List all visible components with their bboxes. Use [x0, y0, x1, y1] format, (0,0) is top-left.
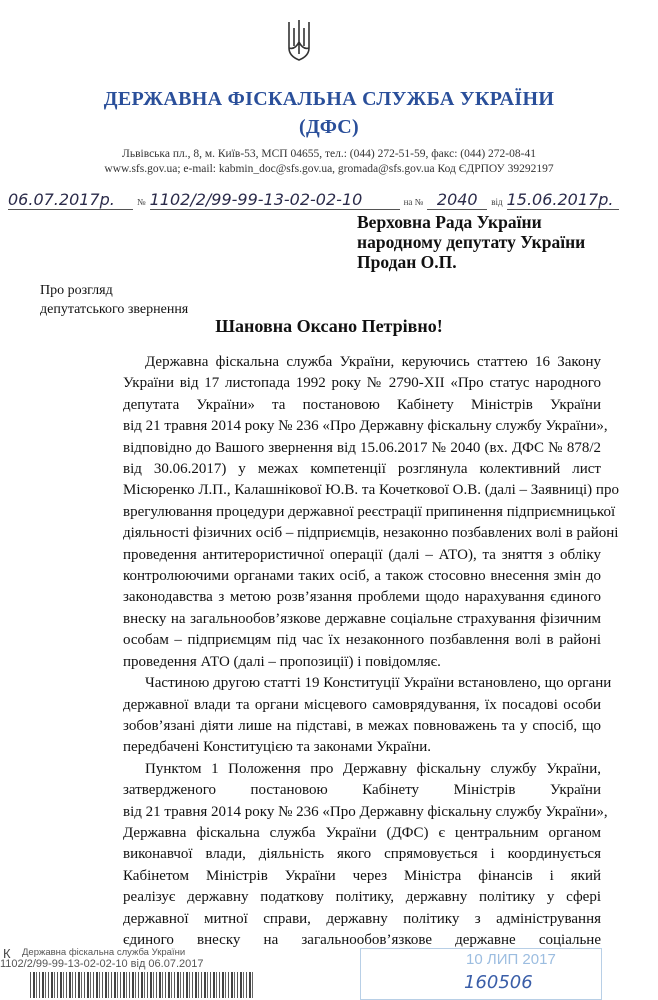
org-address: Львівська пл., 8, м. Київ-53, МСП 04655, тел.: (044) 272-51-59, факс: (044) 272-08-41 [122, 148, 536, 160]
reg-number: 1102/2/99-99-13-02-02-10 [150, 190, 400, 210]
org-abbr: (ДФС) [299, 116, 359, 138]
no-label: № [137, 197, 146, 207]
body-line: врегулювання процедури державної реєстрації припинення підприємницької [123, 503, 616, 520]
body-line: від 30.06.2017) у межах компетенції розглянула колективний лист [123, 461, 601, 478]
body-line: державної митної справи, державну політику з адміністрування [123, 910, 601, 927]
recipient-line: народному депутату України [357, 232, 586, 252]
body-line: реалізує державну податкову політику, державну політику у сфері [123, 889, 601, 906]
body-line: Місюренко Л.П., Калашнікової Ю.В. та Кочеткової О.В. (далі – Заявниці) про [123, 482, 619, 499]
subject-line: Про розгляд [40, 283, 113, 298]
body-line: України від 17 листопада 1992 року № 2790-XII «Про статус народного [123, 375, 601, 392]
barcode-letter: К [3, 946, 11, 961]
recipient-line: Верховна Рада України [357, 212, 542, 232]
salutation: Шановна Оксано Петрівно! [215, 316, 443, 336]
body-line: єдиного внеску на загальнообов’язкове державне соціальне [123, 931, 601, 948]
ref-label: на № [403, 197, 424, 207]
barcode-reg: 1102/2/99-99-13-02-02-10 від 06.07.2017 [0, 958, 204, 970]
body-line: законодавства з метою розв’язання проблеми щодо нарахування єдиного [123, 589, 601, 606]
body-line: затвердженого постановою Кабінету Міністрів України [123, 782, 601, 799]
body-line: Кабінетом Міністрів України через Міністра фінансів і який [123, 867, 601, 884]
body-line: зобов’язані діяти лише на підставі, в межах повноважень та у спосіб, що [123, 717, 601, 734]
body-line: передбачені Конституцією та законами України. [123, 739, 432, 756]
letter-body [123, 352, 619, 951]
body-line: внеску на загальнообов’язкове державне соціальне страхування фізичним [123, 610, 601, 627]
org-name: ДЕРЖАВНА ФІСКАЛЬНА СЛУЖБА УКРАЇНИ [103, 88, 555, 110]
body-line: від 21 травня 2014 року № 236 «Про Державну фіскальну службу України», [123, 418, 608, 435]
incoming-stamp [360, 948, 602, 1000]
body-line: проведення антитерористичної операції (далі – АТО), та зняття з обліку [123, 546, 601, 563]
body-line: особам – підприємцям під час їх незаконного позбавлення волі в районі [123, 632, 601, 649]
stamp-date: 10 ЛИП 2017 [466, 951, 556, 968]
body-line: Частиною другою статті 19 Конституції України встановлено, що органи [145, 675, 612, 692]
body-line: відповідно до Вашого звернення від 15.06.2017 № 2040 (вх. ДФС № 878/2 [123, 439, 601, 456]
barcode [30, 972, 255, 998]
stamp-number: 160506 [464, 972, 533, 993]
body-line: державної влади та органи місцевого самоврядування, їх посадові особи [123, 696, 601, 713]
ref-date: 15.06.2017р. [507, 190, 619, 210]
body-line: Пунктом 1 Положення про Державну фіскальну службу України, [145, 760, 601, 777]
barcode-org: Державна фіскальна служба України [22, 947, 186, 958]
body-line: діяльності фізичних осіб – підприємців, незаконно позбавлених волі в районі [123, 525, 619, 542]
body-line: проведення АТО (далі – пропозиції) і повідомляє. [123, 653, 441, 670]
body-line: від 21 травня 2014 року № 236 «Про Державну фіскальну службу України», [123, 803, 608, 820]
registration-line [8, 190, 638, 210]
body-line: контролюючими органами таких осіб, а також стосовно внесення змін до [123, 568, 601, 585]
ref-number: 2040 [427, 190, 487, 210]
body-line: Державна фіскальна служба України, керуючись статтею 16 Закону [145, 354, 601, 370]
subject-line: депутатського звернення [40, 302, 189, 317]
body-line: виконавчої влади, діяльність якого спрямовується і координується [123, 846, 601, 863]
reg-date: 06.07.2017р. [8, 190, 133, 210]
from-label: від [491, 197, 503, 207]
org-contacts: www.sfs.gov.ua; e-mail: kabmin_doc@sfs.gov.ua, gromada@sfs.gov.ua Код ЄДРПОУ 39292197 [104, 163, 554, 175]
trident-emblem-icon [286, 18, 312, 64]
recipient-line: Продан О.П. [357, 252, 457, 272]
body-line: депутата України» та постановою Кабінету Міністрів України [123, 396, 601, 413]
body-line: Державна фіскальна служба України (ДФС) є центральним органом [123, 824, 601, 841]
